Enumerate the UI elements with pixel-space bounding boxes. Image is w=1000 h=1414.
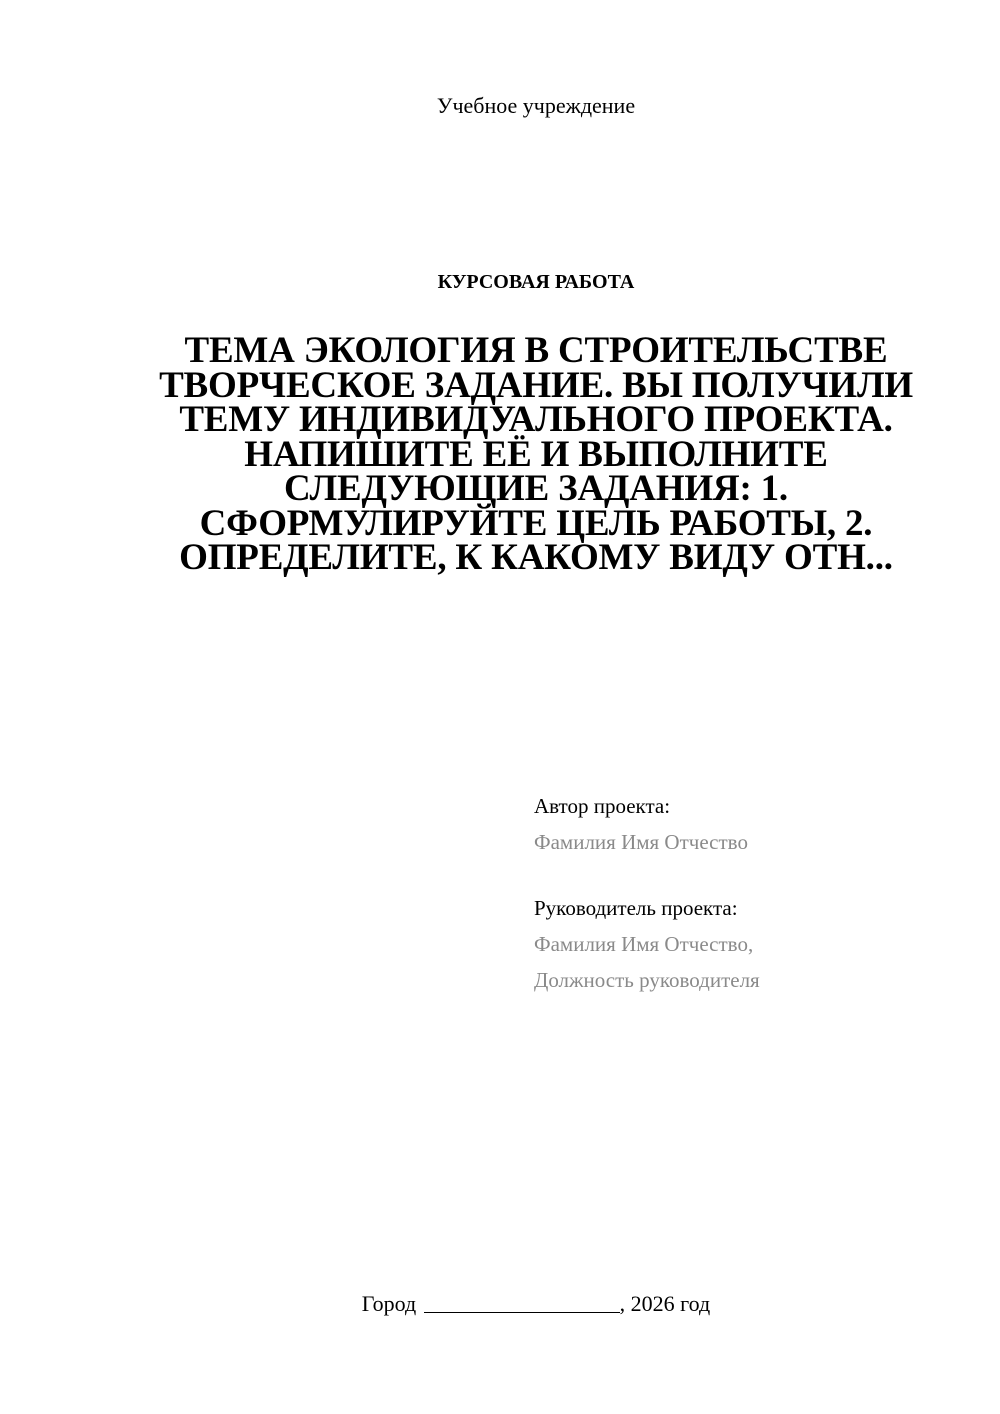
supervisor-label: Руководитель проекта:: [534, 896, 738, 920]
footer-city-year: [0, 1290, 1000, 1318]
spacer: [534, 860, 974, 890]
year-text: , 2026 год: [619, 1291, 711, 1316]
supervisor-position-placeholder: Должность руководителя: [534, 968, 760, 992]
city-blank-line: [424, 1292, 620, 1313]
author-label: Автор проекта:: [534, 794, 671, 818]
supervisor-name-placeholder: Фамилия Имя Отчество,: [534, 932, 754, 956]
institution-name: Учебное учреждение: [436, 93, 636, 118]
author-name-placeholder: Фамилия Имя Отчество: [534, 830, 748, 854]
document-type: КУРСОВАЯ РАБОТА: [437, 271, 635, 293]
city-label: Город: [361, 1291, 417, 1316]
credits-block: [534, 788, 974, 998]
project-topic: ТЕМА ЭКОЛОГИЯ В СТРОИТЕЛЬСТВЕ ТВОРЧЕСКОЕ ЗАДАНИЕ. ВЫ ПОЛУЧИЛИ ТЕМУ ИНДИВИДУАЛЬНОГО ПРОЕКТА. НАПИШИТЕ ЕЁ И ВЫПОЛНИТЕ СЛЕДУЮЩИЕ ЗАДАНИЯ: 1. СФОРМУЛИРУЙТЕ ЦЕЛЬ РАБОТЫ, 2. ОПРЕДЕЛИТЕ, К КАКОМУ ВИДУ ОТН...: [159, 330, 913, 578]
